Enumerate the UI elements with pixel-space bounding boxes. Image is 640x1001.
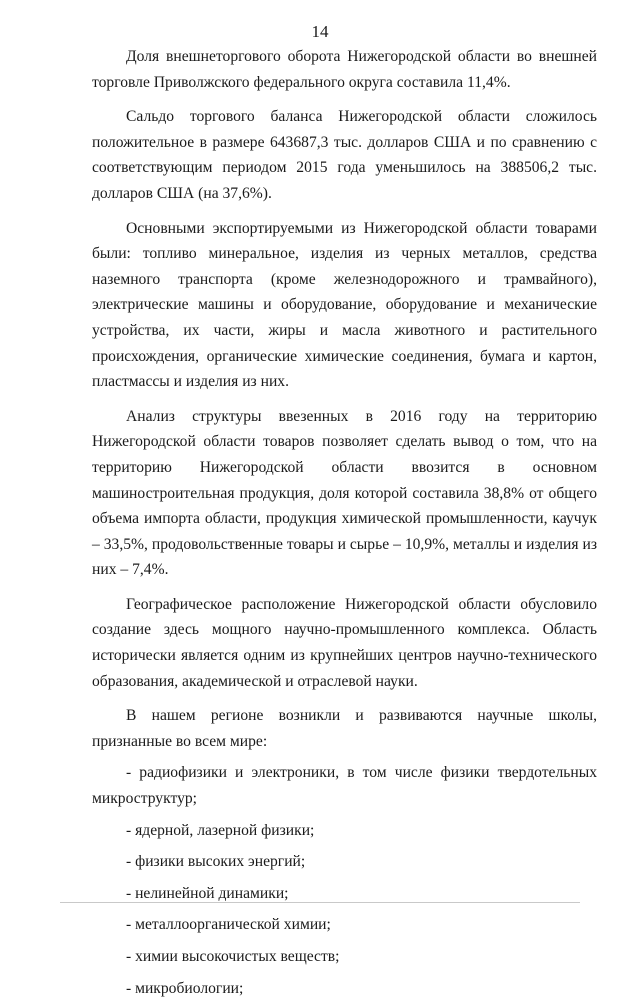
- list-item: - радиофизики и электроники, в том числе физики твердотельных микроструктур;: [92, 764, 597, 808]
- document-body: [92, 44, 597, 1001]
- paragraph-imports: Анализ структуры ввезенных в 2016 году на территорию Нижегородской области товаров позволяет сделать вывод о том, что на территорию Нижегородской области ввозится в основном машиностроительная продукция, доля которой составила 38,8% от общего объема импорта области, продукция химической промышленности, каучук – 33,5%, продовольственные товары и сырье – 10,9%, металлы и изделия из них – 7,4%.: [92, 407, 597, 579]
- list-item: - нелинейной динамики;: [126, 884, 289, 902]
- paragraph-trade-share: Доля внешнеторгового оборота Нижегородской области во внешней торговле Приволжского федерального округа составила 11,4%.: [92, 48, 597, 91]
- list-item: - микробиологии;: [126, 979, 244, 997]
- list-item: - химии высокочистых веществ;: [126, 948, 340, 965]
- paragraph-trade-balance: Сальдо торгового баланса Нижегородской области сложилось положительное в размере 643687,3 тыс. долларов США и по сравнению с соответствующим периодом 2015 года уменьшилось на 388506,2 тыс. долларов США (на 37,6%).: [92, 108, 597, 202]
- list-item: - ядерной, лазерной физики;: [126, 821, 315, 839]
- page-number: 14: [311, 22, 329, 41]
- paragraph-geography: Географическое расположение Нижегородской области обусловило создание здесь мощного научно-промышленного комплекса. Область исторически является одним из крупнейших центров научно-технического образования, академической и отраслевой науки.: [92, 595, 597, 690]
- list-item: - физики высоких энергий;: [126, 853, 306, 871]
- paragraph-schools-intro: В нашем регионе возникли и развиваются научные школы, признанные во всем мире:: [92, 707, 597, 750]
- scan-edge-line: [60, 902, 580, 903]
- science-schools-list: [92, 760, 597, 1001]
- paragraph-exports: Основными экспортируемыми из Нижегородской области товарами были: топливо минеральное, изделия из черных металлов, средства наземного транспорта (кроме железнодорожного и трамвайного), электрические машины и оборудование, оборудование и механические устройства, их части, жиры и масла животного и растительного происхождения, органические химические соединения, бумага и картон, пластмассы и изделия из них.: [92, 219, 597, 391]
- list-item: - металлоорганической химии;: [126, 916, 331, 934]
